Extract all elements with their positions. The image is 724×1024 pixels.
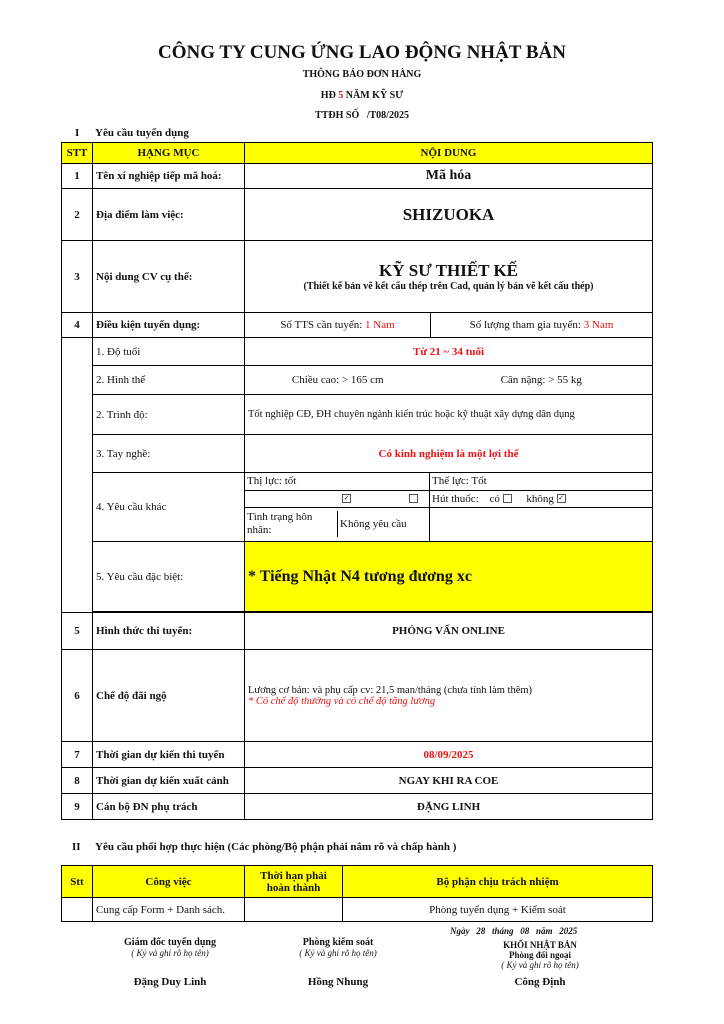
- sig2-title: Phòng kiểm soát: [302, 937, 374, 948]
- benefits-cell: [245, 650, 653, 742]
- sub-row-dept: Phòng tuyển dụng + Kiểm soát: [343, 898, 653, 922]
- table-row: [62, 794, 653, 820]
- marital-cell: [245, 507, 430, 541]
- company-name: CÔNG TY CUNG ỨNG LAO ĐỘNG NHẬT BẢN: [158, 42, 566, 63]
- sig2-name: Hồng Nhung: [307, 976, 369, 988]
- company-code-value: Mã hóa: [245, 164, 653, 189]
- sub-row-deadline: [245, 898, 343, 922]
- vision-checkboxes: [245, 490, 430, 507]
- row-stt: 5: [62, 613, 93, 650]
- smoke-no-label: không: [526, 492, 554, 505]
- job-description: (Thiết kế bản vẽ kết cấu thép trên Cad, quản lý bản vẽ kết cấu thép): [303, 281, 594, 292]
- work-location-value: SHIZUOKA: [245, 189, 653, 241]
- staff-value: ĐẶNG LINH: [245, 794, 653, 820]
- other-requirements-cell: [245, 473, 653, 542]
- table-row: [62, 768, 653, 794]
- row-stt: 9: [62, 794, 93, 820]
- table-row: [62, 395, 653, 435]
- exam-form-value: PHỎNG VẤN ONLINE: [245, 613, 653, 650]
- smoke-label: Hút thuốc:: [432, 492, 479, 505]
- contract-line: [0, 90, 724, 101]
- fitness-value: Thể lực: Tốt: [430, 473, 653, 490]
- table-row: [62, 241, 653, 313]
- table-row: [62, 542, 653, 612]
- header-content: NỘI DUNG: [245, 143, 653, 164]
- row-label: Thời gian dự kiến xuất cảnh: [93, 768, 245, 794]
- table-row: [62, 650, 653, 742]
- join-label: Số lượng tham gia tuyển:: [469, 319, 581, 331]
- smoke-yes-checkbox[interactable]: [503, 494, 512, 503]
- other-label: 4. Yêu cầu khác: [93, 473, 245, 542]
- departure-value: NGAY KHI RA COE: [245, 768, 653, 794]
- contract-prefix: HĐ: [320, 90, 336, 101]
- sig3-block: KHỐI NHẬT BẢN: [503, 940, 577, 950]
- sig1-name: Đặng Duy Linh: [133, 976, 207, 988]
- section2-num: II: [72, 841, 81, 853]
- job-title: KỸ SƯ THIẾT KẾ: [378, 261, 519, 280]
- table-row: [62, 313, 653, 338]
- table-row: [62, 898, 653, 922]
- table-row: [62, 473, 653, 542]
- checked-box[interactable]: ✓: [343, 494, 350, 503]
- skill-label: 3. Tay nghề:: [93, 435, 245, 473]
- special-label: 5. Yêu cầu đặc biệt:: [93, 542, 245, 612]
- signature-foreign: [460, 940, 620, 988]
- job-content-cell: [245, 241, 653, 313]
- coordination-table: [61, 865, 653, 922]
- empty-checkbox[interactable]: [409, 494, 418, 503]
- smoke-yes-label: có: [489, 492, 500, 505]
- signature-control: [258, 937, 418, 988]
- row-stt: 1: [62, 164, 93, 189]
- row-label: Địa điểm làm việc:: [93, 189, 245, 241]
- row-label: Hình thức thi tuyển:: [93, 613, 245, 650]
- sub-header-job: Công việc: [93, 866, 245, 898]
- sig3-name: Công Định: [514, 976, 566, 988]
- table-row: [62, 366, 653, 395]
- sig3-title: Phòng đối ngoại: [508, 950, 572, 960]
- doc-number: TTĐH SỐ /T08/2025: [315, 110, 409, 121]
- marital-label: Tình trạng hôn nhân:: [245, 511, 338, 537]
- join-value: 3 Nam: [583, 319, 614, 331]
- section1-num: I: [75, 127, 80, 139]
- age-label: 1. Độ tuổi: [93, 338, 245, 366]
- row-stt: 8: [62, 768, 93, 794]
- row-label: Tên xí nghiệp tiếp mã hoá:: [93, 164, 245, 189]
- age-value: Từ 21 ~ 34 tuổi: [245, 338, 653, 366]
- body-label: 2. Hình thể: [93, 366, 245, 395]
- smoke-no-checkbox[interactable]: ✓: [558, 494, 565, 503]
- sig1-hint: ( Ký và ghi rõ họ tên): [131, 948, 209, 958]
- table-row: [62, 338, 653, 366]
- row-stt: 3: [62, 241, 93, 313]
- sub-header-stt: Stt: [62, 866, 93, 898]
- special-value: * Tiếng Nhật N4 tương đương xc: [245, 542, 653, 612]
- contract-suffix: NĂM KỸ SƯ: [345, 90, 404, 101]
- education-value: Tốt nghiệp CĐ, ĐH chuyên ngành kiến trúc hoặc kỹ thuật xây dựng dân dụng: [245, 395, 653, 435]
- contract-years: 5: [338, 90, 344, 101]
- sig3-hint: ( Ký và ghi rõ họ tên): [501, 960, 579, 970]
- need-value: 1 Nam: [365, 319, 395, 331]
- bonus-note: * Có chế độ thưởng và có chế độ tăng lương: [248, 695, 436, 707]
- row-label: Điều kiện tuyển dụng:: [93, 313, 245, 338]
- eyesight-value: Thị lực: tốt: [245, 473, 430, 490]
- row-label: Cán bộ ĐN phụ trách: [93, 794, 245, 820]
- salary-value: Lương cơ bản: và phụ cấp cv: 21,5 man/tháng (chưa tính làm thêm): [248, 684, 533, 696]
- skill-value: Có kinh nghiệm là một lợi thế: [245, 435, 653, 473]
- sig1-title: Giám đốc tuyển dụng: [124, 937, 216, 948]
- signature-director: [90, 937, 250, 988]
- sub-row-job: Cung cấp Form + Danh sách.: [93, 898, 245, 922]
- header-stt: STT: [62, 143, 93, 164]
- row-stt: 2: [62, 189, 93, 241]
- merged-stt-cell: [62, 338, 93, 613]
- smoking-cell: [430, 490, 653, 507]
- height-value: Chiều cao: > 165 cm: [245, 366, 431, 395]
- weight-value: Cân nặng: > 55 kg: [431, 366, 653, 395]
- row-label: Nội dung CV cụ thể:: [93, 241, 245, 313]
- sig2-hint: ( Ký và ghi rõ họ tên): [299, 948, 377, 958]
- sign-date: Ngày 28 tháng 08 năm 2025: [450, 926, 578, 936]
- table-row: [62, 435, 653, 473]
- row-stt: 7: [62, 742, 93, 768]
- row-label: Thời gian dự kiến thi tuyển: [93, 742, 245, 768]
- row-stt: 4: [62, 313, 93, 338]
- section2-title: Yêu cầu phối hợp thực hiện (Các phòng/Bộ phận phải nắm rõ và chấp hành ): [95, 841, 457, 853]
- requirements-table: [61, 142, 653, 820]
- row-stt: 6: [62, 650, 93, 742]
- notice-title: THÔNG BÁO ĐƠN HÀNG: [302, 69, 422, 80]
- need-cell: [245, 313, 431, 338]
- section1-title: Yêu cầu tuyển dụng: [95, 127, 189, 139]
- table-row: [62, 613, 653, 650]
- table-row: [62, 164, 653, 189]
- exam-date-value: 08/09/2025: [245, 742, 653, 768]
- sub-header-dept: Bộ phận chịu trách nhiệm: [343, 866, 653, 898]
- table-row: [62, 742, 653, 768]
- need-label: Số TTS cần tuyển:: [280, 319, 363, 331]
- row-label: Chế độ đãi ngộ: [93, 650, 245, 742]
- marital-value: Không yêu cầu: [340, 518, 407, 531]
- sub-header-deadline: Thời hạn phải hoàn thành: [245, 866, 343, 898]
- table-row: [62, 189, 653, 241]
- header-item: HẠNG MỤC: [93, 143, 245, 164]
- education-label: 2. Trình độ:: [93, 395, 245, 435]
- join-cell: [431, 313, 653, 338]
